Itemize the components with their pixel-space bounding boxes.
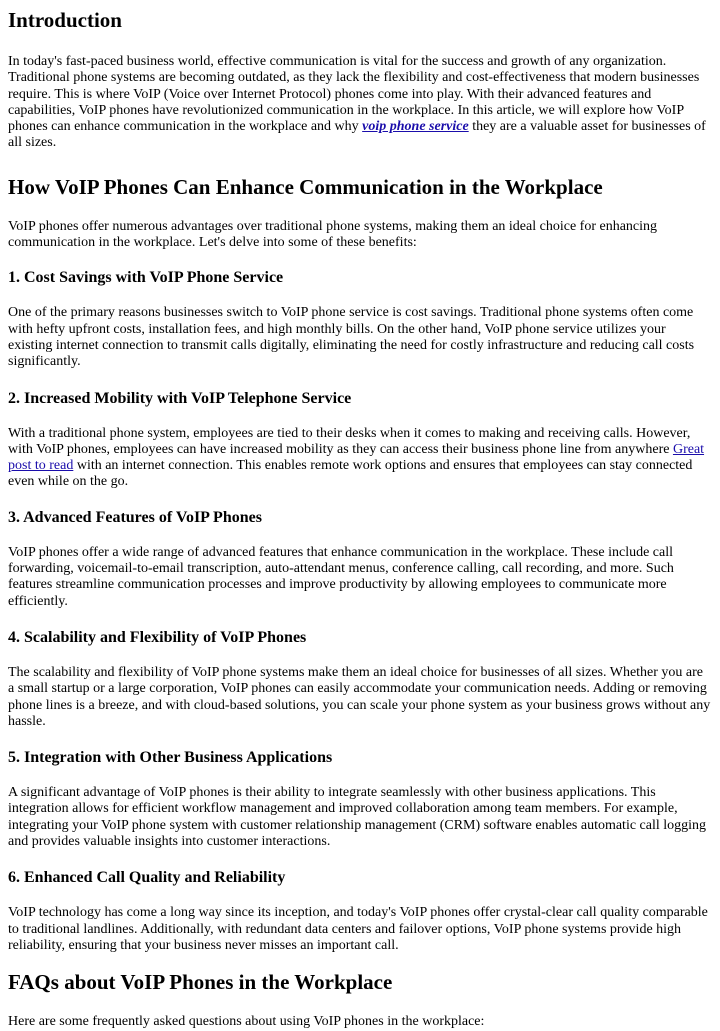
advanced-features-heading: 3. Advanced Features of VoIP Phones	[8, 508, 262, 526]
scalability-heading: 4. Scalability and Flexibility of VoIP Phones	[8, 628, 307, 646]
advanced-features-paragraph: VoIP phones offer a wide range of advanced features that enhance communication in the workplace. These include call forwarding, voicemail-to-email transcription, auto-attendant menus, conference calling, call recording, and more. Such features streamline communication processes and improve productivity by allowing employees to communicate more efficiently.	[8, 544, 674, 609]
how-voip-heading: How VoIP Phones Can Enhance Communication in the Workplace	[8, 174, 603, 199]
call-quality-paragraph: VoIP technology has come a long way since its inception, and today's VoIP phones offer crystal-clear call quality comparable to traditional landlines. Additionally, with redundant data centers and failover options, VoIP phone systems provide high reliability, ensuring that your business never misses an important call.	[8, 905, 708, 953]
integration-paragraph: A significant advantage of VoIP phones is their ability to integrate seamlessly with other business applications. This integration allows for efficient workflow management and improved collaboration among team members. For example, integrating your VoIP phone system with customer relationship management (CRM) software enables automatic call logging and provides valuable insights into customer interactions.	[8, 785, 707, 850]
scalability-paragraph: The scalability and flexibility of VoIP phone systems make them an ideal choice for businesses of all sizes. Whether you are a small startup or a large corporation, VoIP phones can easily accommodate your communication needs. Adding or removing phone lines is a breeze, and with cloud-based solutions, you can scale your phone system as your business grows without any hassle.	[8, 664, 711, 729]
increased-mobility-paragraph	[8, 426, 712, 491]
cost-savings-paragraph: One of the primary reasons businesses switch to VoIP phone service is cost savings. Traditional phone systems often come with hefty upfront costs, installation fees, and high monthly bills. On the other hand, VoIP phone service utilizes your existing internet connection to transmit calls digitally, eliminating the need for costly infrastructure and reducing call costs significantly.	[8, 305, 695, 370]
integration-heading: 5. Integration with Other Business Applications	[8, 749, 333, 767]
how-voip-paragraph: VoIP phones offer numerous advantages over traditional phone systems, making them an ideal choice for enhancing communication in the workplace. Let's delve into some of these benefits:	[8, 218, 658, 251]
introduction-text-after-link: they are a valuable asset for businesses of all sizes.	[8, 119, 706, 151]
cost-savings-heading: 1. Cost Savings with VoIP Phone Service	[8, 269, 284, 287]
introduction-text-before-link: In today's fast-paced business world, effective communication is vital for the success and growth of any organization. Traditional phone systems are becoming outdated, as they lack the flexibility and cost-effectiveness that modern businesses require. This is where VoIP (Voice over Internet Protocol) phones come into play. With their advanced features and capabilities, VoIP phones have revolutionized communication in the workplace. In this article, we will explore how VoIP phones can enhance communication in the workplace and why	[8, 54, 700, 135]
faq-intro-paragraph: Here are some frequently asked questions about using VoIP phones in the workplace:	[8, 1014, 485, 1030]
mobility-text-after-link: with an internet connection. This enables remote work options and ensures that employees can stay connected even while on the go.	[8, 458, 693, 490]
mobility-text-before-link: With a traditional phone system, employees are tied to their desks when it comes to making and receiving calls. However, with VoIP phones, employees can have increased mobility as they can access their business phone line from anywhere	[8, 425, 691, 457]
faq-heading: FAQs about VoIP Phones in the Workplace	[8, 970, 393, 995]
article	[0, 8, 720, 1031]
voip-phone-service-link[interactable]: voip phone service	[362, 119, 469, 135]
increased-mobility-heading: 2. Increased Mobility with VoIP Telephone Service	[8, 389, 352, 407]
call-quality-heading: 6. Enhanced Call Quality and Reliability	[8, 869, 286, 887]
great-post-link[interactable]: Great post to read	[8, 441, 705, 474]
introduction-heading: Introduction	[8, 8, 122, 32]
introduction-paragraph	[8, 54, 712, 152]
